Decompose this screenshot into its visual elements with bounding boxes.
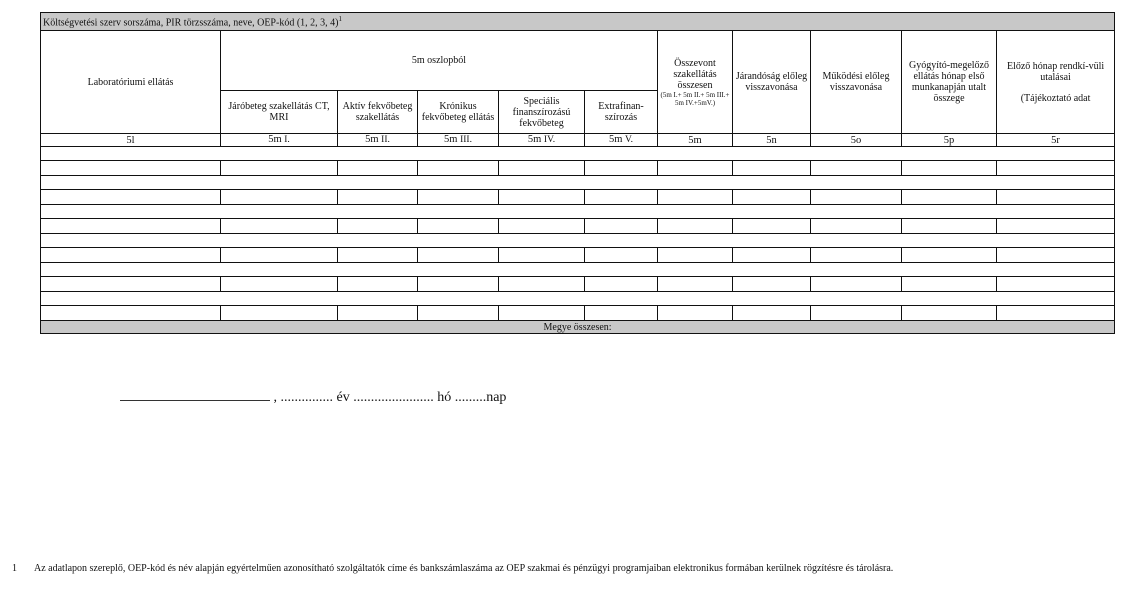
form-title: Költségvetési szerv sorszáma, PIR törzsszáma, neve, OEP-kód (1, 2, 3, 4)$^1$	[41, 13, 1115, 31]
row-cell[interactable]	[418, 219, 499, 234]
row-cell[interactable]	[733, 277, 811, 292]
row-cell[interactable]	[997, 190, 1115, 205]
row-cell[interactable]	[338, 161, 418, 176]
row-cell[interactable]	[997, 161, 1115, 176]
header-mukodesi: Működési előleg visszavonása	[811, 31, 902, 134]
row-cell[interactable]	[338, 190, 418, 205]
header-sub-3: Krónikus fekvőbeteg ellátás	[418, 91, 499, 134]
place-blank[interactable]	[120, 388, 270, 401]
date-line	[120, 388, 506, 406]
code-cell: 5n	[733, 134, 811, 147]
month-blank[interactable]: .......................	[353, 390, 434, 405]
row-cell[interactable]	[41, 292, 1115, 306]
code-cell: 5o	[811, 134, 902, 147]
header-lab: Laboratóriumi ellátás	[41, 31, 221, 134]
row-cell[interactable]	[811, 190, 902, 205]
row-cell[interactable]	[338, 277, 418, 292]
year-label: év	[336, 390, 350, 405]
row-cell[interactable]	[811, 277, 902, 292]
row-cell[interactable]	[733, 219, 811, 234]
code-cell: 5m	[658, 134, 733, 147]
row-cell[interactable]	[811, 248, 902, 263]
row-cell[interactable]	[997, 277, 1115, 292]
row-cell[interactable]	[658, 219, 733, 234]
table-row	[41, 205, 1115, 219]
row-cell[interactable]	[902, 306, 997, 321]
row-cell[interactable]	[221, 277, 338, 292]
row-cell[interactable]	[41, 219, 221, 234]
code-cell: 5l	[41, 134, 221, 147]
row-cell[interactable]	[585, 277, 658, 292]
row-cell[interactable]	[733, 248, 811, 263]
row-cell[interactable]	[585, 248, 658, 263]
header-jarandosag: Járandóság előleg visszavonása	[733, 31, 811, 134]
total-row	[41, 321, 1115, 334]
row-cell[interactable]	[902, 219, 997, 234]
row-cell[interactable]	[499, 219, 585, 234]
code-cell: 5m II.	[338, 134, 418, 147]
row-cell[interactable]	[658, 248, 733, 263]
table-row	[41, 277, 1115, 292]
row-cell[interactable]	[733, 161, 811, 176]
row-cell[interactable]	[585, 161, 658, 176]
row-cell[interactable]	[658, 277, 733, 292]
footnote-number: 1	[12, 563, 17, 574]
header-5m-group: 5m oszlopból	[221, 31, 658, 91]
code-cell: 5m III.	[418, 134, 499, 147]
row-cell[interactable]	[41, 176, 1115, 190]
row-cell[interactable]	[338, 248, 418, 263]
row-cell[interactable]	[585, 306, 658, 321]
row-cell[interactable]	[658, 161, 733, 176]
header-sub-1: Járóbeteg szakellátás CT, MRI	[221, 91, 338, 134]
report-table	[40, 12, 1115, 334]
row-cell[interactable]	[418, 161, 499, 176]
row-cell[interactable]	[902, 248, 997, 263]
row-cell[interactable]	[338, 306, 418, 321]
row-cell[interactable]	[221, 306, 338, 321]
footnote-text: Az adatlapon szereplő, OEP-kód és név alapján egyértelműen azonosítható szolgáltatók címe és bankszámlaszáma az OEP szakmai és pénzügyi programjaiban elektronikus formában kerülnek rögzítésre és tárolásra.	[34, 563, 894, 574]
row-cell[interactable]	[499, 306, 585, 321]
day-blank[interactable]: .........	[454, 390, 487, 405]
table-row	[41, 176, 1115, 190]
year-blank[interactable]: ...............	[280, 390, 333, 405]
row-cell[interactable]	[221, 161, 338, 176]
month-label: hó	[437, 390, 452, 405]
row-cell[interactable]	[585, 219, 658, 234]
row-cell[interactable]	[418, 306, 499, 321]
row-cell[interactable]	[221, 190, 338, 205]
row-cell[interactable]	[221, 219, 338, 234]
table-row	[41, 161, 1115, 176]
row-cell[interactable]	[997, 306, 1115, 321]
row-cell[interactable]	[418, 277, 499, 292]
table-row	[41, 219, 1115, 234]
row-cell[interactable]	[902, 190, 997, 205]
day-label: nap	[486, 390, 507, 405]
code-cell: 5r	[997, 134, 1115, 147]
row-cell[interactable]	[499, 161, 585, 176]
header-sub-5: Extrafinan-szírozás	[585, 91, 658, 134]
header-osszevont: Összevont szakellátás összesen (5m I.+ 5m II.+ 5m III.+ 5m IV.+5mV.)	[658, 31, 733, 134]
table-row	[41, 190, 1115, 205]
row-cell[interactable]	[41, 306, 221, 321]
total-label: Megye összesen:	[41, 321, 1115, 334]
header-gyogyito: Gyógyító-megelőző ellátás hónap első munkanapján utalt összege	[902, 31, 997, 134]
row-cell[interactable]	[658, 306, 733, 321]
row-cell[interactable]	[811, 306, 902, 321]
row-cell[interactable]	[41, 147, 1115, 161]
table-row	[41, 234, 1115, 248]
row-cell[interactable]	[733, 306, 811, 321]
row-cell[interactable]	[902, 161, 997, 176]
row-cell[interactable]	[41, 161, 221, 176]
column-codes-row	[41, 134, 1115, 147]
row-cell[interactable]	[41, 248, 221, 263]
header-sub-2: Aktív fekvőbeteg szakellátás	[338, 91, 418, 134]
code-cell: 5m I.	[221, 134, 338, 147]
row-cell[interactable]	[499, 190, 585, 205]
row-cell[interactable]	[811, 219, 902, 234]
row-cell[interactable]	[338, 219, 418, 234]
footnote	[12, 563, 893, 574]
row-cell[interactable]	[499, 277, 585, 292]
header-elozo: Előző hónap rendkí-vüli utalásai (Tájékoztató adat	[997, 31, 1115, 134]
table-row	[41, 147, 1115, 161]
row-cell[interactable]	[41, 277, 221, 292]
row-cell[interactable]	[41, 205, 1115, 219]
code-cell: 5m IV.	[499, 134, 585, 147]
table-row	[41, 263, 1115, 277]
row-cell[interactable]	[499, 248, 585, 263]
row-cell[interactable]	[585, 190, 658, 205]
table-row	[41, 292, 1115, 306]
date-separator: ,	[273, 390, 277, 405]
row-cell[interactable]	[41, 234, 1115, 248]
row-cell[interactable]	[41, 263, 1115, 277]
row-cell[interactable]	[997, 219, 1115, 234]
row-cell[interactable]	[221, 248, 338, 263]
row-cell[interactable]	[418, 248, 499, 263]
row-cell[interactable]	[997, 248, 1115, 263]
row-cell[interactable]	[902, 277, 997, 292]
header-sub-4: Speciális finanszírozású fekvőbeteg	[499, 91, 585, 134]
row-cell[interactable]	[733, 190, 811, 205]
table-row	[41, 306, 1115, 321]
row-cell[interactable]	[41, 190, 221, 205]
code-cell: 5p	[902, 134, 997, 147]
row-cell[interactable]	[658, 190, 733, 205]
row-cell[interactable]	[418, 190, 499, 205]
row-cell[interactable]	[811, 161, 902, 176]
code-cell: 5m V.	[585, 134, 658, 147]
table-row	[41, 248, 1115, 263]
